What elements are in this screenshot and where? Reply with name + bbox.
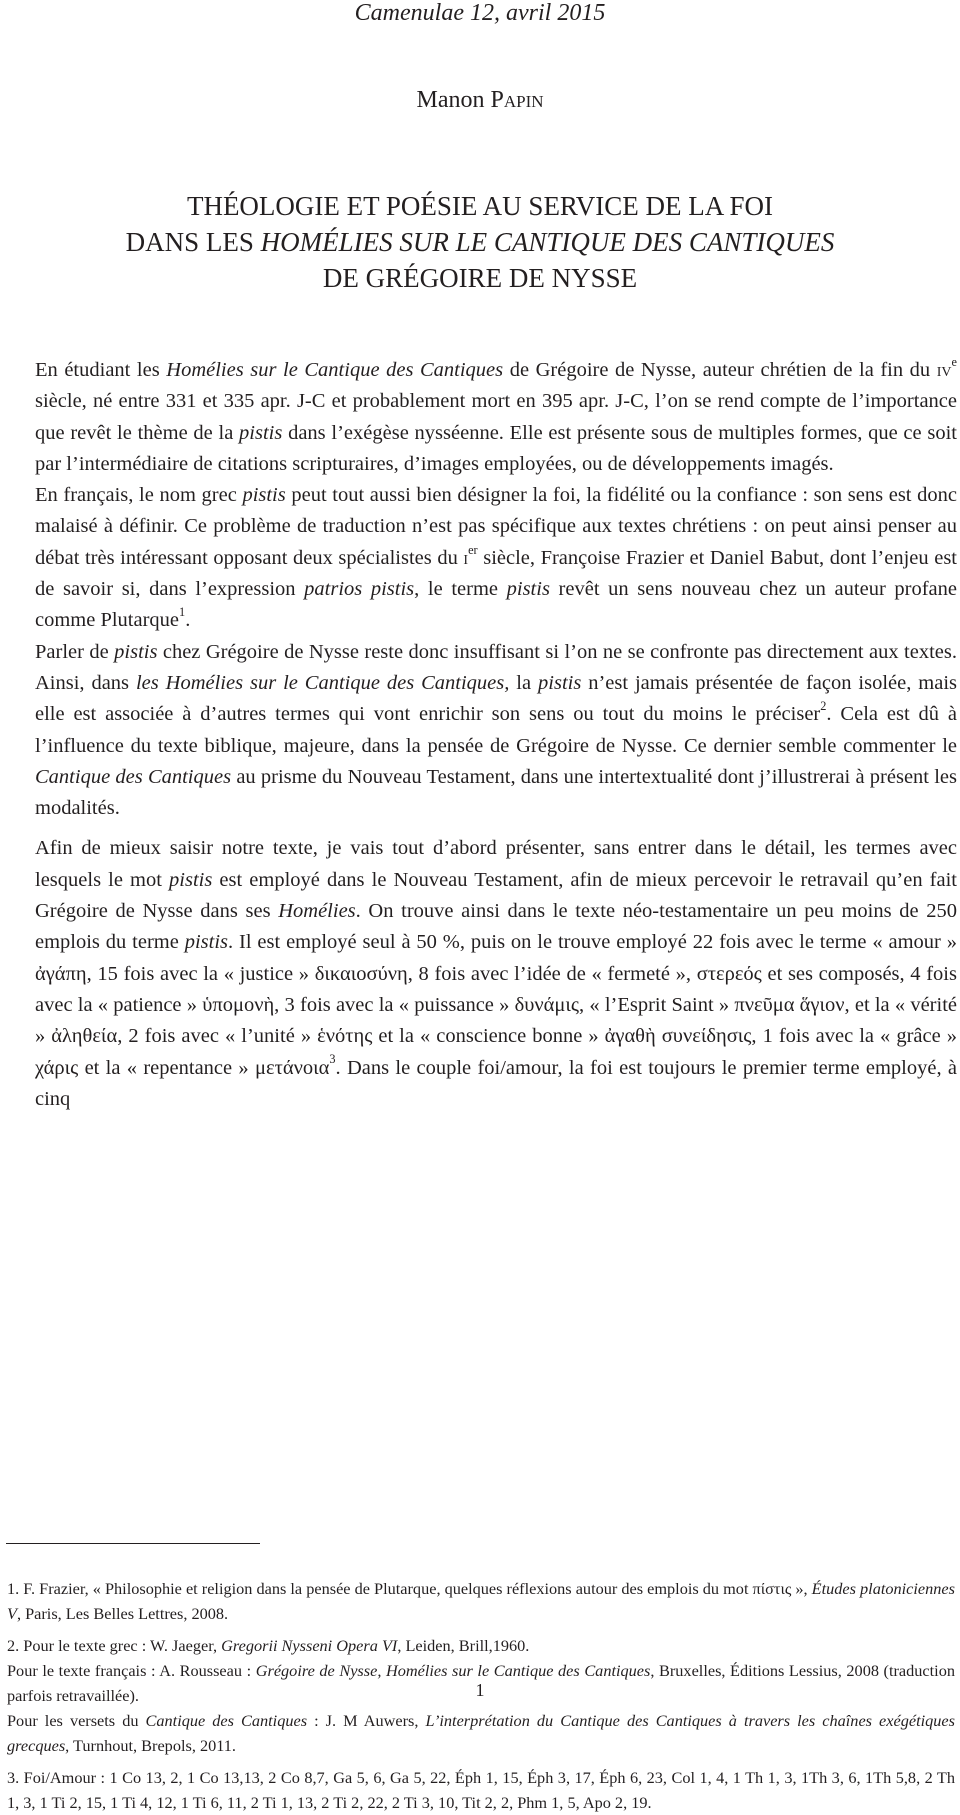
italic-text: pistis xyxy=(184,931,229,954)
text: Pour le texte français : A. Rousseau : xyxy=(7,1661,256,1680)
text: 2. Pour le texte grec : W. Jaeger, xyxy=(7,1636,222,1655)
footnote-ref-2[interactable]: 2 xyxy=(820,698,827,713)
paragraph-2 xyxy=(35,480,957,636)
text: siècle, Françoise Frazier et Daniel Babut, dont l’enjeu est de savoir si, dans l’expression xyxy=(35,546,957,601)
text: siècle, né entre 331 et 335 apr. J-C et probablement mort en 395 apr. J-C, l’on se rend compte de l’importance que revêt le thème de la xyxy=(35,390,957,444)
paragraph-3 xyxy=(35,637,957,825)
article-body xyxy=(35,355,957,1115)
text: En français, le nom grec xyxy=(35,484,243,507)
text: . Dans le couple foi/amour, la foi est toujours le premier terme employé, à cinq xyxy=(35,1056,957,1110)
text: : J. M Auwers, xyxy=(307,1711,426,1730)
footnote-1 xyxy=(7,1576,955,1626)
footnote-divider xyxy=(6,1543,260,1544)
italic-text: L’interprétation du Cantique des Cantiques à travers les chaînes exégétiques grecques xyxy=(7,1711,955,1755)
italic-text: patrios pistis xyxy=(304,578,415,601)
text: , Leiden, Brill,1960. xyxy=(397,1636,530,1655)
text: . On trouve ainsi dans le texte néo-testamentaire un peu moins de 250 emplois du terme xyxy=(35,900,957,954)
italic-text: Gregorii Nysseni Opera VI xyxy=(221,1636,398,1655)
text: Pour les versets du xyxy=(7,1711,146,1730)
text: dans l’exégèse nysséenne. Elle est présente sous de multiples formes, que ce soit par l’intermédiaire de citations scripturaires, d’images employées, ou de développements imagés. xyxy=(35,421,957,475)
italic-text: les Homélies sur le Cantique des Cantiques, xyxy=(135,671,510,694)
text: peut tout aussi bien désigner la foi, la fidélité ou la confiance : son sens est donc malaisé à définir. Ce problème de traduction n’est pas spécifique aux textes chrétiens : on peut ainsi penser au débat très intéressant opposant deux spécialistes du xyxy=(35,484,957,569)
text: En étudiant les xyxy=(35,359,167,381)
text: revêt un sens nouveau chez un auteur profane comme Plutarque xyxy=(35,578,957,632)
title-line-3: DE GRÉGOIRE DE NYSSE xyxy=(322,263,638,293)
text: n’est jamais présentée de façon isolée, mais elle est associée à d’autres termes qui vont enrichir son sens ou tout du moins le préciser xyxy=(35,671,957,726)
text: , Paris, Les Belles Lettres, 2008. xyxy=(16,1604,229,1623)
italic-text: pistis xyxy=(114,640,158,663)
text: , Turnhout, Brepols, 2011. xyxy=(65,1736,236,1755)
text: chez Grégoire de Nysse reste donc insuffisant si l’on ne se confronte pas directement aux textes. Ainsi, dans xyxy=(35,640,957,694)
text: . Cela est dû à l’influence du texte biblique, majeure, dans la pensée de Grégoire de Nysse. Ce dernier semble commenter le xyxy=(35,703,957,757)
text: au prisme du Nouveau Testament, dans une intertextualité dont j’illustrerai à présent les modalités. xyxy=(35,765,957,820)
century-numeral: i xyxy=(463,546,469,569)
title-line-2 xyxy=(0,224,960,260)
footnote-2 xyxy=(7,1633,955,1658)
text: de Grégoire de Nysse, auteur chrétien de la fin du xyxy=(503,359,937,381)
journal-header: Camenulae 12, avril 2015 xyxy=(354,0,606,26)
italic-text: Homélies xyxy=(278,900,356,923)
footnote-ref-1[interactable]: 1 xyxy=(179,605,186,620)
century-numeral: iv xyxy=(936,359,952,381)
paragraph-1 xyxy=(35,355,957,480)
footnote-2-verses xyxy=(7,1708,955,1758)
text: 1. F. Frazier, « Philosophie et religion dans la pensée de Plutarque, quelques réflexions autour des emplois du mot πίστις », xyxy=(7,1579,812,1598)
italic-text: Études platoniciennes V xyxy=(7,1579,955,1623)
superscript: e xyxy=(951,354,957,369)
italic-text: pistis xyxy=(169,868,213,891)
footnote-3: 3. Foi/Amour : 1 Co 13, 2, 1 Co 13,13, 2 Co 8,7, Ga 5, 6, Ga 5, 22, Éph 1, 15, Éph 3, 17, Éph 6, 23, Col 1, 4, 1 Th 1, 3, 1Th 3, 6, 1Th 5,8, 2 Th 1, 3, 1 Ti 2, 15, 1 Ti 4, 12, 1 Ti 6, 11, 2 Ti 1, 13, 2 Ti 2, 22, 2 Ti 3, 10, Tit 2, 2, Phm 1, 5, Apo 2, 19. xyxy=(7,1768,955,1812)
author-first-name: Manon xyxy=(416,87,491,113)
italic-text: Cantique des Cantiques xyxy=(145,1711,308,1730)
text: Afin de mieux saisir notre texte, je vais tout d’abord présenter, sans entrer dans le détail, les termes avec lesquels le mot xyxy=(35,837,957,891)
title-line-2-italic: HOMÉLIES SUR LE CANTIQUE DES CANTIQUES xyxy=(260,227,835,257)
text: est employé dans le Nouveau Testament, afin de mieux percevoir le retravail qu’en fait Grégoire de Nysse dans ses xyxy=(35,868,957,923)
text: Parler de xyxy=(35,640,115,663)
italic-text: Homélies sur le Cantique des Cantiques xyxy=(166,359,504,381)
italic-text: pistis xyxy=(506,578,550,601)
author-name xyxy=(0,86,960,114)
text: la xyxy=(509,671,539,694)
title-line-1: THÉOLOGIE ET POÉSIE AU SERVICE DE LA FOI xyxy=(186,191,774,221)
title-line-2-prefix: DANS LES xyxy=(125,227,261,257)
text: , le terme xyxy=(414,578,507,601)
italic-text: pistis xyxy=(538,671,582,694)
text: , Bruxelles, Éditions Lessius, 2008 (traduction parfois retravaillée). xyxy=(7,1661,955,1705)
text: . xyxy=(185,609,191,632)
italic-text: Cantique des Cantiques xyxy=(35,765,232,788)
text: . Il est employé seul à 50 %, puis on le trouve employé 22 fois avec le terme « amour » ἀγάπη, 15 fois avec la « justice » δικαιοσύνη, 8 fois avec l’idée de « fermeté », στερεός et ses composés, 4 fois avec la « patience » ὑπομονὴ, 3 fois avec la « puissance » δυνάμις, « l’Esprit Saint » πνεῦμα ἅγιον, et la « vérité » ἀληθεία, 2 fois avec « l’unité » ἑνότης et la « conscience bonne » ἀγαθὴ συνείδησις, 1 fois avec la « grâce » χάρις et la « repentance » μετάνοια xyxy=(35,931,957,1079)
superscript: er xyxy=(468,542,478,557)
italic-text: pistis xyxy=(242,484,286,507)
article-title xyxy=(0,188,960,296)
italic-text: pistis xyxy=(239,421,283,444)
paragraph-4 xyxy=(35,833,957,1115)
italic-text: Grégoire de Nysse, Homélies sur le Cantique des Cantiques xyxy=(255,1661,651,1680)
footnote-ref-3[interactable]: 3 xyxy=(329,1052,336,1067)
page-number: 1 xyxy=(475,1680,485,1700)
author-last-name: Papin xyxy=(490,87,544,113)
